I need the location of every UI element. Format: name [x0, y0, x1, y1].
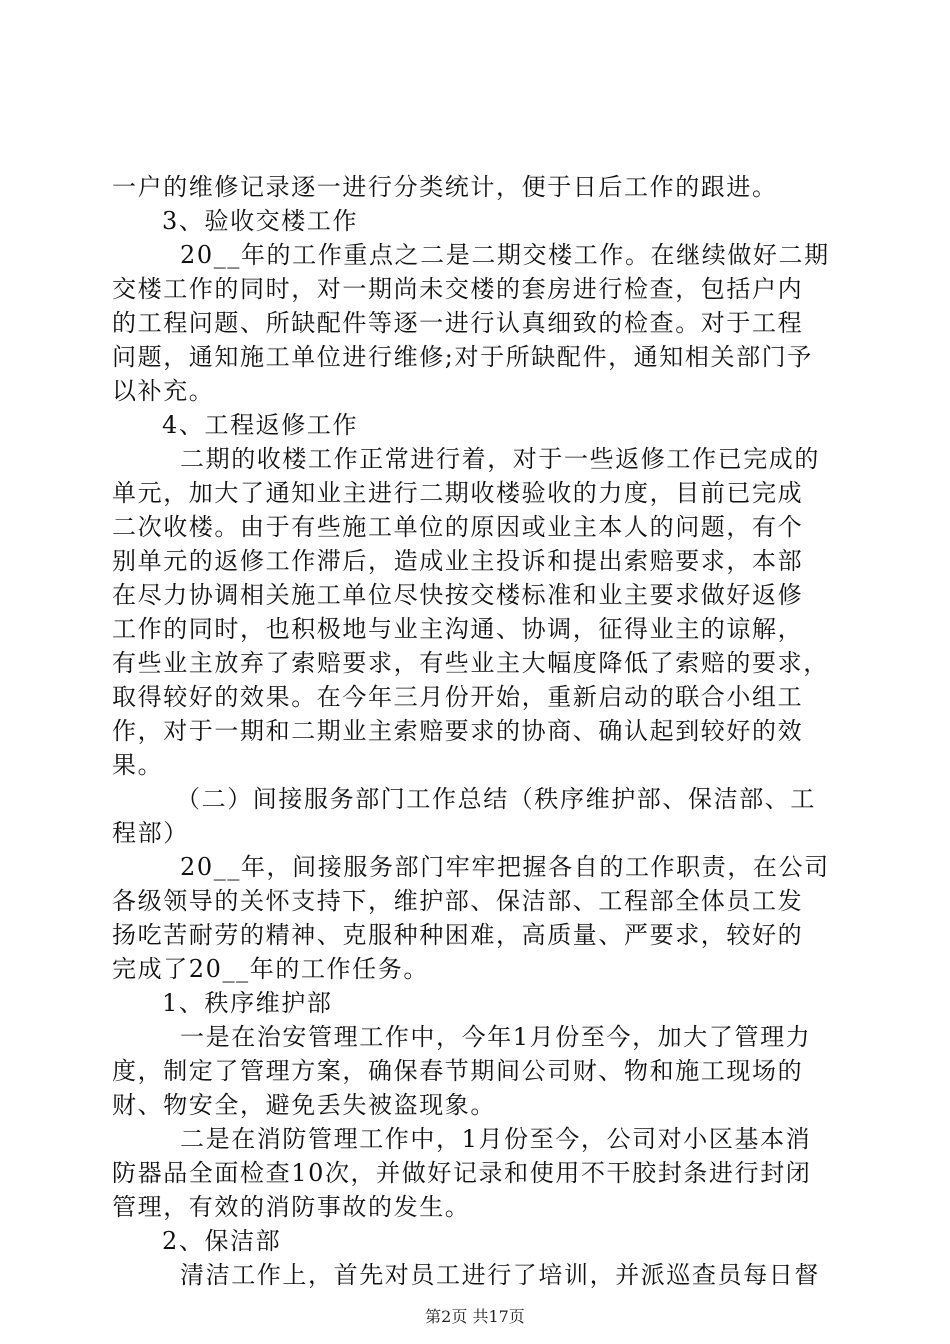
- subsection-heading-2: （二）间接服务部门工作总结（秩序维护部、保洁部、工: [176, 785, 816, 813]
- body-line-7: 以补充。: [112, 377, 215, 405]
- body-line-5: 的工程问题、所缺配件等逐一进行认真细致的检查。对于工程: [112, 309, 804, 337]
- page-number-footer: 第2页 共17页: [425, 1307, 525, 1326]
- body-line-9: 二期的收楼工作正常进行着，对于一些返修工作已完成的: [180, 445, 820, 473]
- body-line-28: 财、物安全，避免丢失被盗现象。: [112, 1091, 496, 1119]
- section-heading-4: 4、工程返修工作: [162, 411, 359, 439]
- section-heading-2: 2、保洁部: [162, 1227, 282, 1255]
- body-line-21: 20__年，间接服务部门牢牢把握各自的工作职责，在公司: [180, 853, 830, 881]
- body-line-16: 取得较好的效果。在今年三月份开始，重新启动的联合小组工: [112, 683, 804, 711]
- body-line-27: 度，制定了管理方案，确保春节期间公司财、物和施工现场的: [112, 1057, 804, 1085]
- body-line-3: 20__年的工作重点之二是二期交楼工作。在继续做好二期: [180, 241, 830, 269]
- body-line-18: 果。: [112, 751, 164, 779]
- section-heading-3: 3、验收交楼工作: [162, 207, 359, 235]
- body-line-30: 防器品全面检查10次，并做好记录和使用不干胶封条进行封闭: [112, 1159, 812, 1187]
- body-line-14: 工作的同时，也积极地与业主沟通、协调，征得业主的谅解，: [112, 615, 804, 643]
- body-line-13: 在尽力协调相关施工单位尽快按交楼标准和业主要求做好返修: [112, 581, 804, 609]
- body-line-11: 二次收楼。由于有些施工单位的原因或业主本人的问题，有个: [112, 513, 804, 541]
- body-line-33: 清洁工作上，首先对员工进行了培训，并派巡查员每日督: [180, 1261, 820, 1289]
- section-heading-1: 1、秩序维护部: [162, 989, 333, 1017]
- body-line-31: 管理，有效的消防事故的发生。: [112, 1193, 471, 1221]
- body-line-15: 有些业主放弃了索赔要求，有些业主大幅度降低了索赔的要求，: [112, 649, 829, 677]
- body-line-1: 一户的维修记录逐一进行分类统计，便于日后工作的跟进。: [112, 173, 778, 201]
- body-line-17: 作，对于一期和二期业主索赔要求的协商、确认起到较好的效: [112, 717, 804, 745]
- body-line-6: 问题，通知施工单位进行维修;对于所缺配件，通知相关部门予: [112, 343, 813, 371]
- body-line-24: 完成了20__年的工作任务。: [112, 955, 429, 983]
- body-line-12: 别单元的返修工作滞后，造成业主投诉和提出索赔要求，本部: [112, 547, 804, 575]
- body-line-4: 交楼工作的同时，对一期尚未交楼的套房进行检查，包括户内: [112, 275, 804, 303]
- subsection-heading-2-cont: 程部）: [112, 819, 189, 847]
- body-line-22: 各级领导的关怀支持下，维护部、保洁部、工程部全体员工发: [112, 887, 804, 915]
- body-line-23: 扬吃苦耐劳的精神、克服种种困难，高质量、严要求，较好的: [112, 921, 804, 949]
- body-line-29: 二是在消防管理工作中，1月份至今，公司对小区基本消: [180, 1125, 812, 1153]
- body-line-26: 一是在治安管理工作中，今年1月份至今，加大了管理力: [180, 1023, 812, 1051]
- body-line-10: 单元，加大了通知业主进行二期收楼验收的力度，目前已完成: [112, 479, 804, 507]
